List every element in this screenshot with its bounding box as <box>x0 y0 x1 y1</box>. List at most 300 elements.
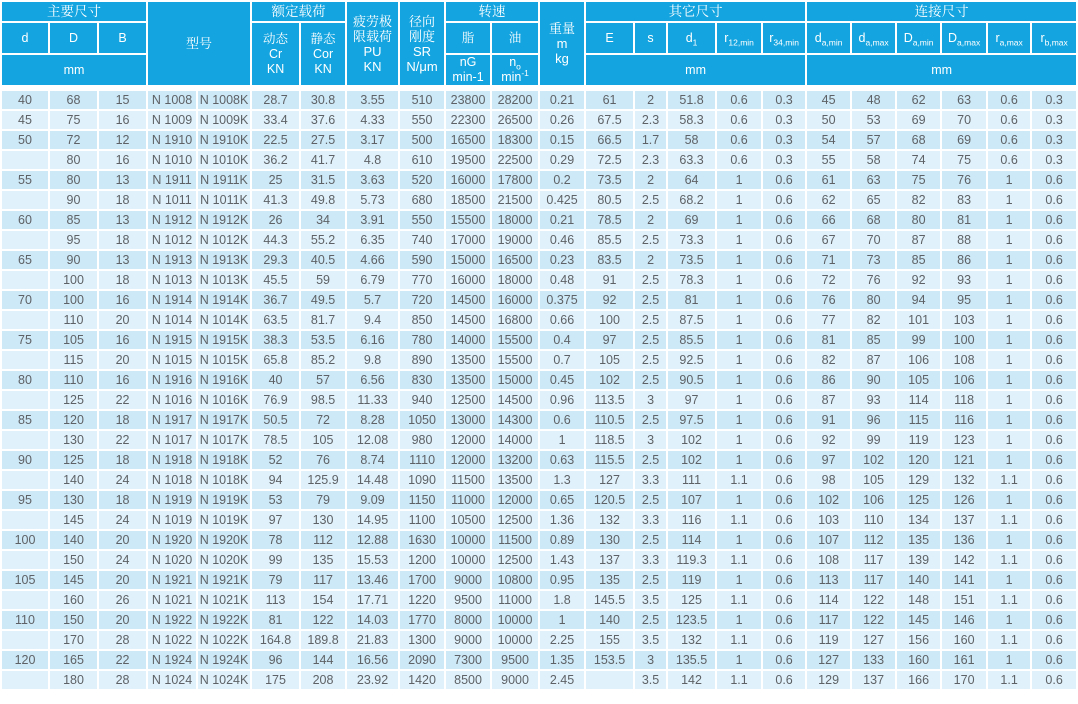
cell-cor: 130 <box>301 511 345 529</box>
cell-sr: 780 <box>400 331 444 349</box>
col-d: d <box>2 23 48 53</box>
cell-E: 127 <box>586 471 633 489</box>
table-row <box>2 571 1076 589</box>
table-row <box>2 591 1076 609</box>
cell-model_k: N 1014K <box>199 313 249 327</box>
cell-weight: 0.425 <box>540 191 584 209</box>
cell-model: N 1922 <box>148 611 196 629</box>
cell-E: 61 <box>586 91 633 109</box>
table-row <box>2 151 1076 169</box>
cell-speed-grease: 17000 <box>446 231 490 249</box>
cell-Da-min: 99 <box>897 331 940 349</box>
cell-da-min: 76 <box>807 291 850 309</box>
cell-Da-min: 80 <box>897 211 940 229</box>
unit-speed-grease: nG min-1 <box>446 55 490 85</box>
cell-sr: 2090 <box>400 651 444 669</box>
cell-Da-min: 105 <box>897 371 940 389</box>
table-row <box>2 171 1076 189</box>
table-row <box>2 391 1076 409</box>
cell-model_k: N 1911K <box>198 171 250 189</box>
header-model: 型号 <box>148 2 250 85</box>
cell-r34min: 0.6 <box>763 291 805 309</box>
cell-D: 105 <box>50 331 97 349</box>
cell-model: N 1010 <box>148 151 196 169</box>
cell-ra-max: 1 <box>988 271 1030 289</box>
cell-E: 102 <box>586 371 633 389</box>
cell-r34min: 0.6 <box>763 631 805 649</box>
cell-weight: 0.48 <box>540 271 584 289</box>
cell-d: 40 <box>2 91 48 109</box>
cell-d1: 81 <box>668 291 715 309</box>
cell-rb-max: 0.6 <box>1032 171 1076 189</box>
cell-d: 75 <box>2 331 48 349</box>
cell-cor: 53.5 <box>301 331 345 349</box>
cell-da-min: 71 <box>807 251 850 269</box>
cell-rb-max: 0.6 <box>1032 271 1076 289</box>
table-row <box>2 351 1076 369</box>
cell-da-min: 86 <box>807 371 850 389</box>
cell-rb-max: 0.3 <box>1032 91 1076 109</box>
cell-d1: 107 <box>668 491 715 509</box>
cell-sr: 1420 <box>400 671 444 689</box>
cell-cr: 25 <box>252 171 299 189</box>
cell-s: 3 <box>635 431 666 449</box>
cell-model_k: N 1921K <box>199 573 249 587</box>
cell-s: 2.5 <box>635 351 666 369</box>
cell-pu: 5.7 <box>347 291 398 309</box>
cell-model: N 1921 <box>148 571 196 589</box>
cell-E: 137 <box>586 551 633 569</box>
cell-rb-max: 0.6 <box>1032 631 1076 649</box>
cell-r34min: 0.6 <box>763 571 805 589</box>
cell-ra-max: 1 <box>988 491 1030 509</box>
cell-s: 2 <box>635 171 666 189</box>
header-radial-stiffness: 径向 刚度 SR N/μm <box>400 2 444 85</box>
cell-s: 1.7 <box>635 131 666 149</box>
cell-speed-grease: 10000 <box>446 551 490 569</box>
cell-da-max: 96 <box>852 411 895 429</box>
cell-model: N 1912 <box>148 211 196 229</box>
cell-E: 113.5 <box>586 391 633 409</box>
cell-cor: 81.7 <box>301 311 345 329</box>
cell-ra-max: 0.6 <box>988 151 1030 169</box>
cell-model_k: N 1021K <box>199 593 249 607</box>
cell-da-min: 91 <box>807 411 850 429</box>
cell-cor: 144 <box>301 651 345 669</box>
cell-Da-max: 103 <box>942 311 986 329</box>
cell-d <box>2 191 48 209</box>
cell-d1: 116 <box>668 511 715 529</box>
cell-da-min: 113 <box>807 571 850 589</box>
cell-weight: 0.6 <box>540 411 584 429</box>
cell-da-max: 73 <box>852 251 895 269</box>
cell-model_k: N 1918K <box>199 453 249 467</box>
cell-weight: 1.3 <box>540 471 584 489</box>
cell-Da-max: 126 <box>942 491 986 509</box>
cell-E: 105 <box>586 351 633 369</box>
cell-weight: 0.375 <box>540 291 584 309</box>
cell-r12min: 1 <box>717 611 761 629</box>
cell-Da-min: 125 <box>897 491 940 509</box>
cell-pu: 15.53 <box>347 551 398 569</box>
cell-Da-min: 139 <box>897 551 940 569</box>
cell-da-min: 103 <box>807 511 850 529</box>
cell-rb-max: 0.6 <box>1032 671 1076 689</box>
cell-cor: 72 <box>301 411 345 429</box>
table-row <box>2 231 1076 249</box>
cell-sr: 720 <box>400 291 444 309</box>
cell-speed-grease: 9500 <box>446 591 490 609</box>
cell-r12min: 0.6 <box>717 151 761 169</box>
cell-model_k: N 1913K <box>199 253 249 267</box>
cell-model_k: N 1914K <box>199 293 249 307</box>
cell-s: 2.5 <box>635 191 666 209</box>
cell-r34min: 0.6 <box>763 211 805 229</box>
cell-d1: 69 <box>668 211 715 229</box>
cell-B: 24 <box>99 471 146 489</box>
cell-D: 100 <box>50 271 97 289</box>
cell-rb-max: 0.6 <box>1032 571 1076 589</box>
cell-r34min: 0.6 <box>763 511 805 529</box>
header-group-row <box>2 2 1076 21</box>
cell-model_k: N 1917K <box>199 413 249 427</box>
cell-B: 12 <box>99 131 146 149</box>
cell-d: 50 <box>2 131 48 149</box>
cell-sr: 770 <box>400 271 444 289</box>
cell-E: 130 <box>586 531 633 549</box>
cell-d <box>2 231 48 249</box>
cell-s: 2.5 <box>635 271 666 289</box>
cell-pu: 6.35 <box>347 231 398 249</box>
cell-rb-max: 0.6 <box>1032 511 1076 529</box>
cell-da-min: 119 <box>807 631 850 649</box>
cell-rb-max: 0.6 <box>1032 191 1076 209</box>
cell-model: N 1910 <box>148 131 196 149</box>
cell-cor: 117 <box>301 571 345 589</box>
cell-r34min: 0.6 <box>763 391 805 409</box>
cell-rb-max: 0.6 <box>1032 471 1076 489</box>
cell-weight: 0.15 <box>540 131 584 149</box>
cell-Da-min: 75 <box>897 171 940 189</box>
cell-model: N 1015 <box>148 351 196 369</box>
cell-Da-max: 123 <box>942 431 986 449</box>
cell-pu: 13.46 <box>347 571 398 589</box>
cell-r12min: 0.6 <box>717 131 761 149</box>
table-row <box>2 451 1076 469</box>
cell-sr: 500 <box>400 131 444 149</box>
cell-sr: 740 <box>400 231 444 249</box>
cell-speed-oil: 16500 <box>492 251 538 269</box>
cell-d <box>2 271 48 289</box>
col-Da-max: $D_{a,max}$ <box>942 23 986 53</box>
cell-d1: 58 <box>668 131 715 149</box>
col-s: s <box>635 23 666 53</box>
cell-s: 2.5 <box>635 451 666 469</box>
cell-r34min: 0.6 <box>763 471 805 489</box>
cell-pu: 8.74 <box>347 451 398 469</box>
cell-speed-oil: 22500 <box>492 151 538 169</box>
cell-sr: 850 <box>400 311 444 329</box>
cell-B: 18 <box>99 191 146 209</box>
cell-cor: 85.2 <box>301 351 345 369</box>
header-rated-load: 额定载荷 <box>252 2 345 21</box>
cell-speed-oil: 19000 <box>492 231 538 249</box>
cell-D: 165 <box>50 651 97 669</box>
cell-s: 2.5 <box>635 231 666 249</box>
cell-Da-min: 160 <box>897 651 940 669</box>
cell-D: 150 <box>50 611 97 629</box>
cell-speed-grease: 9000 <box>446 631 490 649</box>
header-fatigue-limit-load: 疲劳极 限载荷 PU KN <box>347 2 398 85</box>
cell-cr: 96 <box>252 651 299 669</box>
cell-ra-max: 1.1 <box>988 631 1030 649</box>
cell-da-max: 127 <box>852 631 895 649</box>
cell-da-min: 81 <box>807 331 850 349</box>
cell-s: 3.3 <box>635 551 666 569</box>
cell-ra-max: 1 <box>988 351 1030 369</box>
cell-speed-oil: 26500 <box>492 111 538 129</box>
cell-cr: 28.7 <box>252 91 299 109</box>
cell-r12min: 1 <box>717 451 761 469</box>
cell-Da-min: 82 <box>897 191 940 209</box>
col-E: E <box>586 23 633 53</box>
cell-pu: 9.09 <box>347 491 398 509</box>
cell-Da-min: 69 <box>897 111 940 129</box>
cell-Da-min: 74 <box>897 151 940 169</box>
cell-pu: 4.66 <box>347 251 398 269</box>
cell-speed-oil: 15500 <box>492 351 538 369</box>
cell-Da-min: 119 <box>897 431 940 449</box>
cell-cor: 98.5 <box>301 391 345 409</box>
cell-da-max: 102 <box>852 451 895 469</box>
cell-rb-max: 0.6 <box>1032 651 1076 669</box>
cell-weight: 0.65 <box>540 491 584 509</box>
cell-speed-oil: 21500 <box>492 191 538 209</box>
cell-ra-max: 1.1 <box>988 591 1030 609</box>
cell-rb-max: 0.6 <box>1032 371 1076 389</box>
cell-model_k: N 1924K <box>199 653 249 667</box>
table-row <box>2 611 1076 629</box>
cell-sr: 520 <box>400 171 444 189</box>
cell-r34min: 0.6 <box>763 431 805 449</box>
cell-cor: 112 <box>301 531 345 549</box>
cell-ra-max: 1 <box>988 231 1030 249</box>
cell-ra-max: 1.1 <box>988 471 1030 489</box>
cell-d1: 123.5 <box>668 611 715 629</box>
cell-r34min: 0.6 <box>763 451 805 469</box>
cell-sr: 940 <box>400 391 444 409</box>
cell-da-max: 63 <box>852 171 895 189</box>
cell-B: 18 <box>99 271 146 289</box>
cell-cor: 208 <box>301 671 345 689</box>
cell-cr: 40 <box>252 371 299 389</box>
cell-ra-max: 1 <box>988 311 1030 329</box>
cell-r34min: 0.6 <box>763 171 805 189</box>
cell-Da-min: 115 <box>897 411 940 429</box>
cell-rb-max: 0.6 <box>1032 231 1076 249</box>
cell-s: 3.5 <box>635 631 666 649</box>
cell-weight: 0.89 <box>540 531 584 549</box>
cell-cr: 41.3 <box>252 191 299 209</box>
cell-D: 130 <box>50 431 97 449</box>
cell-speed-oil: 12500 <box>492 551 538 569</box>
cell-s: 2 <box>635 91 666 109</box>
cell-cor: 154 <box>301 591 345 609</box>
cell-speed-grease: 15500 <box>446 211 490 229</box>
cell-da-min: 117 <box>807 611 850 629</box>
cell-B: 22 <box>99 431 146 449</box>
cell-Da-min: 156 <box>897 631 940 649</box>
cell-pu: 14.48 <box>347 471 398 489</box>
cell-model_k: N 1017K <box>199 433 249 447</box>
cell-B: 16 <box>99 331 146 349</box>
cell-speed-oil: 12500 <box>492 511 538 529</box>
cell-weight: 1 <box>540 611 584 629</box>
cell-rb-max: 0.3 <box>1032 151 1076 169</box>
cell-da-max: 90 <box>852 371 895 389</box>
cell-pu: 9.8 <box>347 351 398 369</box>
cell-rb-max: 0.3 <box>1032 131 1076 149</box>
cell-D: 170 <box>50 631 97 649</box>
cell-r34min: 0.6 <box>763 611 805 629</box>
cell-r34min: 0.6 <box>763 331 805 349</box>
cell-da-min: 97 <box>807 451 850 469</box>
cell-ra-max: 1 <box>988 571 1030 589</box>
cell-cor: 55.2 <box>301 231 345 249</box>
cell-model: N 1917 <box>148 411 196 429</box>
cell-rb-max: 0.6 <box>1032 291 1076 309</box>
cell-pu: 4.33 <box>347 111 398 129</box>
cell-Da-max: 88 <box>942 231 986 249</box>
cell-d: 110 <box>2 611 48 629</box>
cell-rb-max: 0.6 <box>1032 311 1076 329</box>
table-row <box>2 91 1076 109</box>
col-d1: $d_1$ <box>668 23 715 53</box>
cell-B: 20 <box>99 571 146 589</box>
cell-pu: 12.08 <box>347 431 398 449</box>
cell-Da-min: 140 <box>897 571 940 589</box>
table-row <box>2 531 1076 549</box>
cell-d: 70 <box>2 291 48 309</box>
cell-speed-grease: 14500 <box>446 291 490 309</box>
cell-s: 3 <box>635 651 666 669</box>
cell-d1: 125 <box>668 591 715 609</box>
cell-weight: 1.8 <box>540 591 584 609</box>
cell-d1: 119.3 <box>668 551 715 569</box>
cell-cr: 52 <box>252 451 299 469</box>
cell-cr: 65.8 <box>252 351 299 369</box>
cell-cor: 27.5 <box>301 131 345 149</box>
cell-da-max: 80 <box>852 291 895 309</box>
header-body-gap <box>2 87 1076 89</box>
cell-da-max: 112 <box>852 531 895 549</box>
header-weight: 重量 m kg <box>540 2 584 85</box>
cell-Da-min: 94 <box>897 291 940 309</box>
cell-E: 72.5 <box>586 151 633 169</box>
cell-cr: 36.2 <box>252 151 299 169</box>
cell-sr: 1110 <box>400 451 444 469</box>
col-da-max: $d_{a,max}$ <box>852 23 895 53</box>
cell-cr: 50.5 <box>252 411 299 429</box>
cell-pu: 12.88 <box>347 531 398 549</box>
cell-speed-oil: 11000 <box>492 591 538 609</box>
cell-E: 67.5 <box>586 111 633 129</box>
cell-da-max: 105 <box>852 471 895 489</box>
cell-Da-min: 87 <box>897 231 940 249</box>
cell-speed-oil: 13200 <box>492 451 538 469</box>
cell-r12min: 0.6 <box>717 91 761 109</box>
cell-Da-max: 170 <box>942 671 986 689</box>
cell-r34min: 0.6 <box>763 231 805 249</box>
cell-rb-max: 0.3 <box>1032 111 1076 129</box>
cell-sr: 550 <box>400 111 444 129</box>
cell-da-max: 70 <box>852 231 895 249</box>
cell-D: 140 <box>50 471 97 489</box>
cell-D: 125 <box>50 451 97 469</box>
table-row <box>2 371 1076 389</box>
cell-model_k: N 1019K <box>199 513 249 527</box>
cell-cor: 49.5 <box>301 291 345 309</box>
cell-d1: 102 <box>668 431 715 449</box>
cell-r12min: 1 <box>717 231 761 249</box>
cell-Da-max: 70 <box>942 111 986 129</box>
unit-mm-connect: mm <box>807 55 1076 85</box>
cell-Da-max: 83 <box>942 191 986 209</box>
cell-model_k: N 1009K <box>199 113 249 127</box>
cell-Da-max: 161 <box>942 651 986 669</box>
col-Da-min: $D_{a,min}$ <box>897 23 940 53</box>
cell-rb-max: 0.6 <box>1032 251 1076 269</box>
cell-D: 85 <box>50 211 97 229</box>
cell-model: N 1019 <box>148 511 196 529</box>
cell-model: N 1020 <box>148 551 196 569</box>
cell-speed-grease: 8000 <box>446 611 490 629</box>
cell-model_k: N 1922K <box>199 613 249 627</box>
cell-s: 2.5 <box>635 611 666 629</box>
cell-speed-grease: 16000 <box>446 271 490 289</box>
cell-B: 20 <box>99 611 146 629</box>
cell-weight: 2.45 <box>540 671 584 689</box>
cell-s: 2.5 <box>635 371 666 389</box>
cell-sr: 1090 <box>400 471 444 489</box>
cell-sr: 1200 <box>400 551 444 569</box>
cell-r12min: 1.1 <box>717 591 761 609</box>
cell-E: 80.5 <box>586 191 633 209</box>
cell-da-min: 82 <box>807 351 850 369</box>
cell-pu: 9.4 <box>347 311 398 329</box>
cell-Da-max: 86 <box>942 251 986 269</box>
cell-speed-oil: 10000 <box>492 611 538 629</box>
header-main-dimensions: 主要尺寸 <box>2 2 146 21</box>
cell-model_k: N 1020K <box>199 553 249 567</box>
cell-da-max: 53 <box>852 111 895 129</box>
cell-D: 150 <box>50 551 97 569</box>
cell-weight: 0.23 <box>540 251 584 269</box>
cell-da-max: 110 <box>852 511 895 529</box>
cell-speed-oil: 18000 <box>492 271 538 289</box>
cell-ra-max: 1 <box>988 611 1030 629</box>
cell-d1: 111 <box>668 471 715 489</box>
cell-Da-min: 134 <box>897 511 940 529</box>
cell-D: 80 <box>50 151 97 169</box>
cell-cr: 175 <box>252 671 299 689</box>
cell-r12min: 1 <box>717 271 761 289</box>
cell-weight: 0.66 <box>540 311 584 329</box>
cell-Da-max: 106 <box>942 371 986 389</box>
cell-B: 16 <box>99 111 146 129</box>
cell-D: 140 <box>50 531 97 549</box>
cell-D: 100 <box>50 291 97 309</box>
